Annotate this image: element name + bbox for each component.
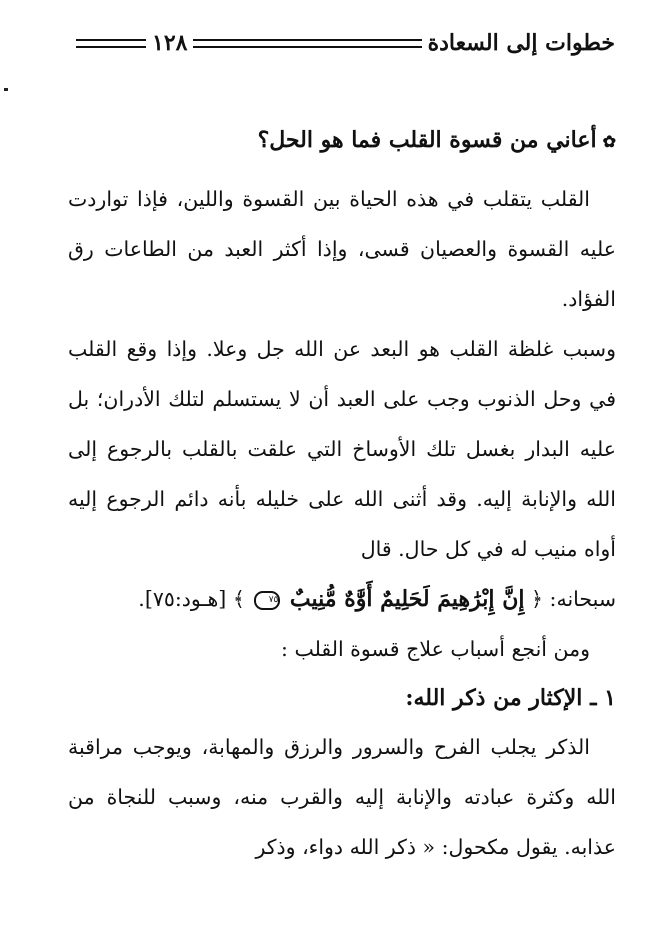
section-heading-text: أعاني من قسوة القلب فما هو الحل؟ <box>257 127 597 153</box>
verse-close-bracket: ﴾ <box>232 587 245 611</box>
verse-open-bracket: ﴿ <box>531 587 544 611</box>
header-rule-end <box>76 39 146 48</box>
paragraph-1: القلب يتقلب في هذه الحياة بين القسوة واللين، فإذا تواردت عليه القسوة والعصيان قسى، وإذا أكثر العبد من الطاعات رق الفؤاد. <box>68 187 616 311</box>
item-1-heading: ١ ـ الإكثار من ذكر الله: <box>405 685 616 711</box>
verse-prefix: سبحانه: <box>549 587 616 611</box>
verse-reference: [هـود:٧٥]. <box>138 587 227 611</box>
verse-text: إِنَّ إِبْرَٰهِيمَ لَحَلِيمٌ أَوَّٰهٌ مُّنِيبٌ <box>289 586 525 612</box>
paragraph-2: وسبب غلظة القلب هو البعد عن الله جل وعلا. وإذا وقع القلب في وحل الذنوب وجب على العبد أن لا يستسلم لتلك الأدران؛ بل عليه البدار بغسل تلك الأوساخ التي علقت بالقلب بالرجوع إلى الله والإنابة إليه. وقد أثنى الله على خليله بأنه دائم الرجوع إليه أواه منيب له في كل حال. قال <box>68 337 616 561</box>
flower-bullet-icon: ✿ <box>602 132 616 151</box>
item-1-text: الذكر يجلب الفرح والسرور والرزق والمهابة، ويوجب مراقبة الله وكثرة عبادته والإنابة إليه والقرب منه، وسبب للنجاة من عذابه. يقول مكحول: « ذكر الله دواء، وذكر <box>68 735 616 859</box>
book-title: خطوات إلى السعادة <box>427 30 615 56</box>
section-heading <box>68 118 616 164</box>
page-content <box>68 118 616 872</box>
margin-mark <box>4 88 8 91</box>
verse-line <box>68 574 616 624</box>
header-rule <box>193 39 421 48</box>
page-number: ١٢٨ <box>152 30 188 56</box>
list-intro: ومن أنجع أسباب علاج قسوة القلب : <box>281 637 590 661</box>
running-header <box>70 24 615 62</box>
ayah-number-icon: ٧٥ <box>254 591 280 610</box>
